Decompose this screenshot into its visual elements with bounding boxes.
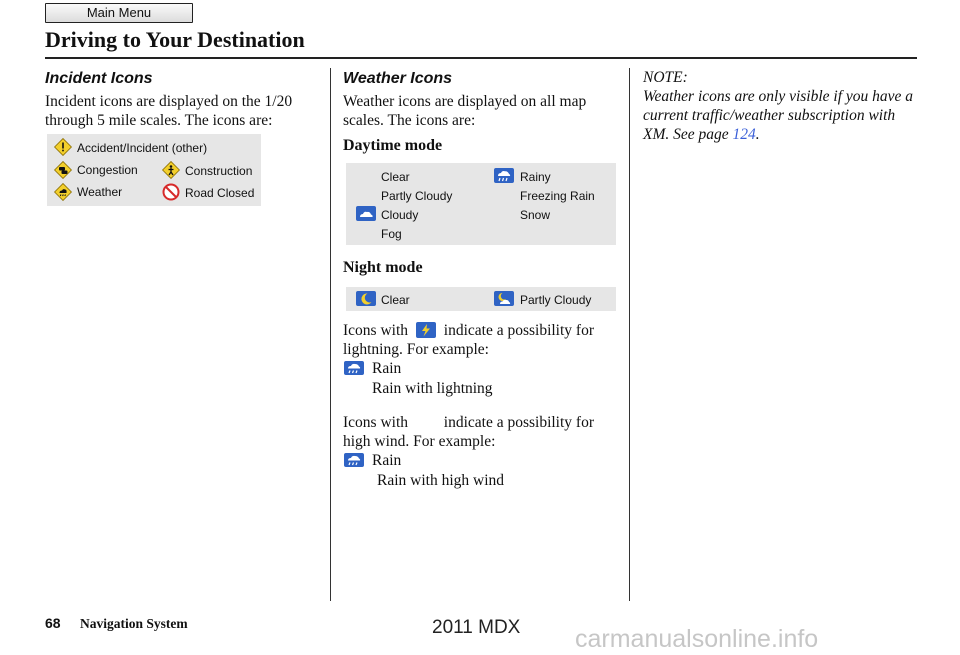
legend-accident-label: Accident/Incident (other) <box>77 141 208 155</box>
legend-night-clear-label: Clear <box>381 293 410 307</box>
legend-fog-label: Fog <box>381 227 402 241</box>
wind-text-pre: Icons with <box>343 414 409 431</box>
page-number: 68 <box>45 615 61 631</box>
note-label: NOTE: <box>643 69 688 86</box>
legend-snow-label: Snow <box>520 208 551 222</box>
wind-paragraph <box>343 413 623 451</box>
note-text: Weather icons are only visible if you have a current traffic/weather subscription with XM. See page 124. <box>643 88 914 143</box>
night-mode-heading: Night mode <box>343 259 423 276</box>
night-legend-panel <box>346 287 616 311</box>
legend-weather-label: Weather <box>77 185 123 199</box>
legend-rainy-label: Rainy <box>520 170 551 184</box>
incident-icons-body: Incident icons are displayed on the 1/20 through 5 mile scales. The icons are: <box>45 93 293 129</box>
lightning-example-rain-with-lightning: Rain with lightning <box>372 380 493 397</box>
weather-icons-heading: Weather Icons <box>343 70 453 87</box>
rain-example-icon <box>344 361 364 375</box>
page-title: Driving to Your Destination <box>45 27 305 52</box>
road-closed-icon <box>162 183 180 201</box>
weather-icons-body: Weather icons are displayed on all map scales. The icons are: <box>343 93 587 129</box>
note-block <box>643 68 918 144</box>
night-clear-icon <box>356 291 376 306</box>
construction-icon <box>162 161 180 179</box>
footer-label: Navigation System <box>80 616 188 631</box>
main-menu-button[interactable]: Main Menu <box>45 3 193 23</box>
legend-partly-cloudy-label: Partly Cloudy <box>381 189 453 203</box>
legend-congestion-label: Congestion <box>77 163 138 177</box>
wind-example-rain: Rain <box>372 452 402 469</box>
lightning-example-rain: Rain <box>372 360 402 377</box>
rain-example-icon <box>344 453 364 467</box>
column-divider <box>330 68 331 601</box>
page-124-link[interactable]: 124 <box>732 126 756 143</box>
title-rule <box>45 57 917 59</box>
watermark-model: 2011 MDX <box>432 617 521 638</box>
lightning-icon <box>416 322 436 338</box>
wind-example-rain-with-high-wind: Rain with high wind <box>377 472 505 489</box>
legend-night-partly-cloudy-label: Partly Cloudy <box>520 293 592 307</box>
incident-legend-panel <box>47 134 261 206</box>
column-divider <box>629 68 630 601</box>
accident-icon <box>54 138 72 156</box>
night-partly-cloudy-icon <box>494 291 514 306</box>
weather-incident-icon <box>54 183 72 201</box>
incident-icons-heading: Incident Icons <box>45 70 153 87</box>
watermark-site: carmanualsonline.info <box>575 625 819 653</box>
rainy-icon <box>494 168 514 183</box>
wind-text-post: indicate a possibility for high wind. For example: <box>343 414 594 450</box>
congestion-icon <box>54 161 72 179</box>
daytime-mode-heading: Daytime mode <box>343 137 443 154</box>
daytime-legend-panel <box>346 163 616 245</box>
legend-construction-label: Construction <box>185 164 253 178</box>
legend-road-closed-label: Road Closed <box>185 186 255 200</box>
legend-freezing-rain-label: Freezing Rain <box>520 189 595 203</box>
lightning-text-post: indicate a possibility for lightning. For example: <box>343 322 594 358</box>
cloudy-icon <box>356 206 376 221</box>
lightning-paragraph <box>343 321 623 359</box>
lightning-text-pre: Icons with <box>343 322 409 339</box>
legend-cloudy-label: Cloudy <box>381 208 419 222</box>
legend-clear-label: Clear <box>381 170 410 184</box>
